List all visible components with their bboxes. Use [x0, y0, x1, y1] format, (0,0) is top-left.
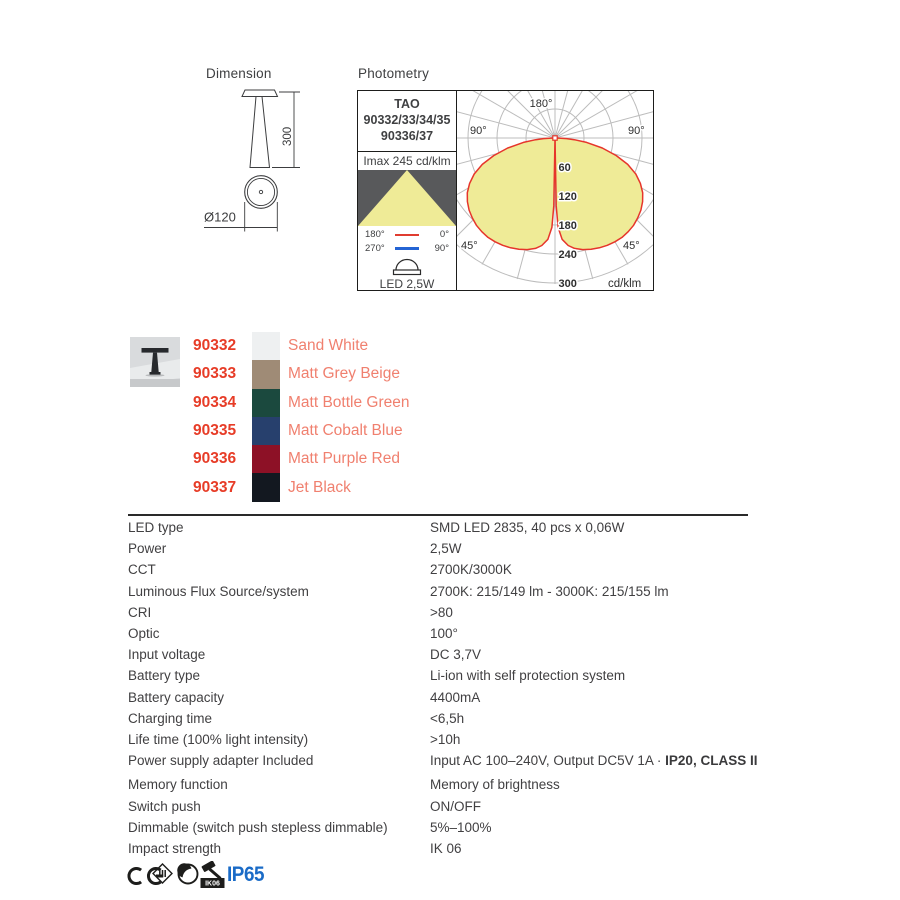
source-marker — [553, 136, 557, 140]
beam-triangle — [358, 170, 456, 226]
model-name: TAO — [394, 97, 420, 111]
spec-label: Input voltage — [128, 647, 206, 663]
legend-plane-line — [395, 234, 419, 236]
angle-label-180: 180° — [529, 98, 553, 110]
angle-label-90-left: 90° — [470, 125, 487, 137]
spec-value: ON/OFF — [430, 798, 481, 814]
photometry-title-block — [358, 96, 456, 144]
spec-table-top-rule — [128, 514, 748, 516]
led-power-label: LED 2,5W — [379, 277, 435, 291]
color-swatch — [252, 417, 280, 445]
spec-value: 4400mA — [430, 689, 481, 705]
spec-label: LED type — [128, 520, 184, 536]
spec-row — [128, 644, 768, 665]
angle-label-90-right: 90° — [628, 125, 645, 137]
height-dimension-label: 300 — [282, 126, 294, 146]
spec-row — [128, 517, 768, 538]
intensity-lobe — [467, 138, 555, 250]
lamp-top-disc — [242, 90, 278, 97]
spec-label: Memory function — [128, 777, 228, 793]
product-variant-list — [193, 332, 409, 502]
product-code: 90335 — [193, 422, 237, 440]
product-photo-thumbnail — [130, 337, 180, 387]
product-color-name: Matt Grey Beige — [288, 365, 400, 383]
spec-value: Li-ion with self protection system — [430, 668, 626, 684]
spec-label: Luminous Flux Source/system — [128, 583, 309, 599]
lamp-cone-body — [250, 97, 270, 168]
spec-label: Power supply adapter Included — [128, 753, 314, 769]
product-code: 90336 — [193, 450, 237, 468]
diameter-dimension-label: Ø120 — [204, 209, 236, 225]
imax-value: Imax 245 cd/klm — [363, 154, 451, 168]
spec-row — [128, 623, 768, 644]
spec-value: DC 3,7V — [430, 647, 482, 663]
product-code: 90334 — [193, 393, 237, 411]
spec-label: Charging time — [128, 710, 213, 726]
legend-angle-right: 90° — [434, 242, 449, 254]
spec-row — [128, 750, 768, 771]
model-codes-line1: 90332/33/34/35 — [363, 113, 451, 127]
product-row — [193, 389, 409, 417]
color-swatch — [252, 445, 280, 473]
polar-photometric-chart — [457, 91, 653, 290]
ik06-impact-icon — [200, 861, 225, 889]
legend-angle-left: 270° — [365, 242, 385, 254]
spec-row — [128, 817, 768, 838]
color-swatch — [252, 389, 280, 417]
product-row — [193, 332, 409, 360]
spec-row — [128, 774, 768, 795]
spec-label: Power — [128, 541, 167, 557]
spec-value: Input AC 100–240V, Output DC5V 1A · IP20, CLASS II — [430, 753, 758, 769]
class-iii-icon — [151, 862, 174, 885]
spec-value: 2700K/3000K — [430, 562, 512, 578]
spec-label: Switch push — [128, 798, 201, 814]
product-color-name: Jet Black — [288, 478, 351, 496]
spec-row — [128, 581, 768, 602]
product-row — [193, 417, 409, 445]
ik06-label: IK06 — [205, 880, 220, 888]
legend-angle-left: 180° — [365, 229, 385, 241]
product-row — [193, 445, 409, 473]
photometry-info-panel — [358, 91, 457, 290]
product-color-name: Sand White — [288, 337, 369, 355]
product-code: 90332 — [193, 337, 237, 355]
spec-label: CRI — [128, 604, 152, 620]
spec-row — [128, 538, 768, 559]
spec-label: Battery capacity — [128, 689, 225, 705]
product-row — [193, 473, 409, 501]
spec-row — [128, 838, 768, 859]
spec-table — [128, 517, 768, 859]
spec-row — [128, 687, 768, 708]
spec-value: >10h — [430, 731, 461, 747]
angle-label-45-left: 45° — [461, 240, 478, 252]
spec-row — [128, 708, 768, 729]
color-swatch — [252, 332, 280, 360]
product-code: 90337 — [193, 478, 237, 496]
ring-value-label: 60 — [558, 162, 571, 174]
spec-label: Dimmable (switch push stepless dimmable) — [128, 819, 388, 835]
spec-label: Life time (100% light intensity) — [128, 731, 309, 747]
product-color-name: Matt Purple Red — [288, 450, 400, 468]
spec-value: 2,5W — [430, 541, 462, 557]
spec-row — [128, 602, 768, 623]
ring-value-label: 300 — [558, 278, 577, 290]
legend-plane-line — [395, 247, 419, 250]
angle-label-45-right: 45° — [623, 240, 640, 252]
legend-row — [358, 228, 456, 242]
c-plane-legend — [358, 228, 456, 255]
spec-label: Impact strength — [128, 840, 222, 856]
ring-value-label: 120 — [558, 191, 577, 203]
spec-value: Memory of brightness — [430, 777, 560, 793]
beam-angle-graphic — [358, 170, 456, 226]
spec-row — [128, 729, 768, 750]
panel-divider — [358, 151, 456, 152]
dimmable-icon — [177, 863, 199, 885]
product-color-name: Matt Bottle Green — [288, 393, 410, 411]
product-row — [193, 360, 409, 388]
unit-label: cd/klm — [608, 278, 642, 290]
legend-row — [358, 242, 456, 256]
legend-angle-right: 0° — [439, 229, 449, 241]
color-swatch — [252, 360, 280, 388]
spec-row — [128, 665, 768, 686]
ring-value-label: 240 — [558, 249, 577, 261]
grid-radial-line — [555, 91, 593, 138]
led-icon — [392, 257, 422, 277]
photometry-section-title: Photometry — [358, 66, 430, 81]
spec-value: <6,5h — [430, 710, 465, 726]
spec-value: 5%–100% — [430, 819, 492, 835]
spec-value: SMD LED 2835, 40 pcs x 0,06W — [430, 520, 625, 536]
spec-row — [128, 795, 768, 816]
spec-value-bold: IP20, CLASS II — [665, 753, 758, 769]
product-color-name: Matt Cobalt Blue — [288, 422, 403, 440]
spec-label: Optic — [128, 626, 160, 642]
photometry-box — [357, 90, 654, 291]
spec-value: 100° — [430, 626, 458, 642]
spec-value: 2700K: 215/149 lm - 3000K: 215/155 lm — [430, 583, 669, 599]
model-codes-line2: 90336/37 — [380, 129, 434, 143]
ring-value-label: 180 — [558, 220, 577, 232]
spec-label: Battery type — [128, 668, 201, 684]
ip65-rating: IP65 — [227, 863, 265, 886]
spec-label: CCT — [128, 562, 156, 578]
spec-row — [128, 559, 768, 580]
lamp-base-top-view — [245, 176, 278, 209]
spec-value: IK 06 — [430, 840, 462, 856]
color-swatch — [252, 473, 280, 501]
dimension-section-title: Dimension — [206, 66, 272, 81]
product-code: 90333 — [193, 365, 237, 383]
spec-value: >80 — [430, 604, 453, 620]
dimension-drawing — [195, 84, 315, 254]
